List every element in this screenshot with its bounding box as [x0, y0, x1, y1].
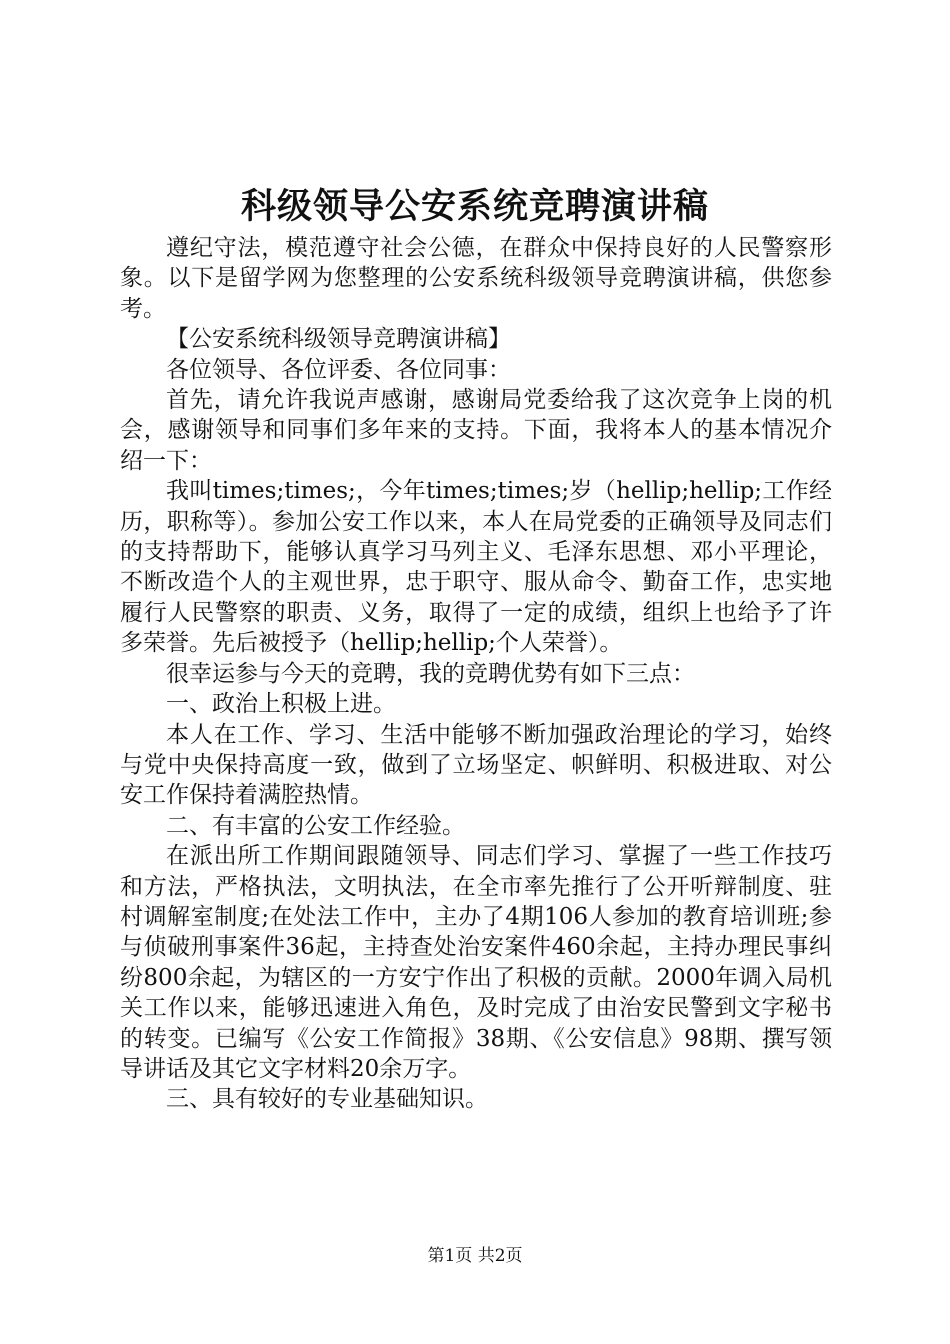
paragraph-point-one-body: 本人在工作、学习、生活中能够不断加强政治理论的学习，始终与党中央保持高度一致，做到了立场坚定、帜鲜明、积极进取、对公安工作保持着满腔热情。 — [120, 721, 832, 809]
document-title: 科级领导公安系统竞聘演讲稿 — [240, 186, 709, 227]
page-number-footer: 第1页 共2页 — [427, 1246, 523, 1266]
paragraph-self-introduction: 我叫times;times;，今年times;times;岁（hellip;hellip;工作经历，职称等）。参加公安工作以来，本人在局党委的正确领导及同志们的支持帮助下，能够认真学习马列主义、毛泽东思想、邓小平理论，不断改造个人的主观世界，忠于职守、服从命令、勤奋工作，忠实地履行人民警察的职责、义务，取得了一定的成绩，组织上也给予了许多荣誉。先后被授予（hellip;hellip;个人荣誉）。 — [120, 478, 832, 657]
paragraph-point-two-body: 在派出所工作期间跟随领导、同志们学习、掌握了一些工作技巧和方法，严格执法，文明执法，在全市率先推行了公开听辩制度、驻村调解室制度;在处法工作中，主办了4期106人参加的教育培训班;参与侦破刑事案件36起，主持查处治安案件460余起，主持办理民事纠纷800余起，为辖区的一方安宁作出了积极的贡献。2000年调入局机关工作以来，能够迅速进入角色，及时完成了由治安民警到文字秘书的转变。已编写《公安工作简报》38期、《公安信息》98期、撰写领导讲话及其它文字材料20余万字。 — [120, 843, 832, 1082]
paragraph-salutation: 各位领导、各位评委、各位同事： — [166, 356, 511, 383]
paragraph-advantages-intro: 很幸运参与今天的竞聘，我的竞聘优势有如下三点： — [166, 660, 695, 687]
paragraph-heading: 【公安系统科级领导竞聘演讲稿】 — [166, 326, 511, 353]
paragraph-point-three-heading: 三、具有较好的专业基础知识。 — [166, 1086, 488, 1113]
paragraph-point-two-heading: 二、有丰富的公安工作经验。 — [166, 812, 465, 839]
paragraph-thanks: 首先，请允许我说声感谢，感谢局党委给我了这次竞争上岗的机会，感谢领导和同事们多年来的支持。下面，我将本人的基本情况介绍一下： — [120, 387, 832, 474]
document-body — [120, 233, 832, 1115]
paragraph-intro: 遵纪守法，模范遵守社会公德，在群众中保持良好的人民警察形象。以下是留学网为您整理的公安系统科级领导竞聘演讲稿，供您参考。 — [120, 235, 832, 322]
paragraph-point-one-heading: 一、政治上积极上进。 — [166, 691, 396, 718]
